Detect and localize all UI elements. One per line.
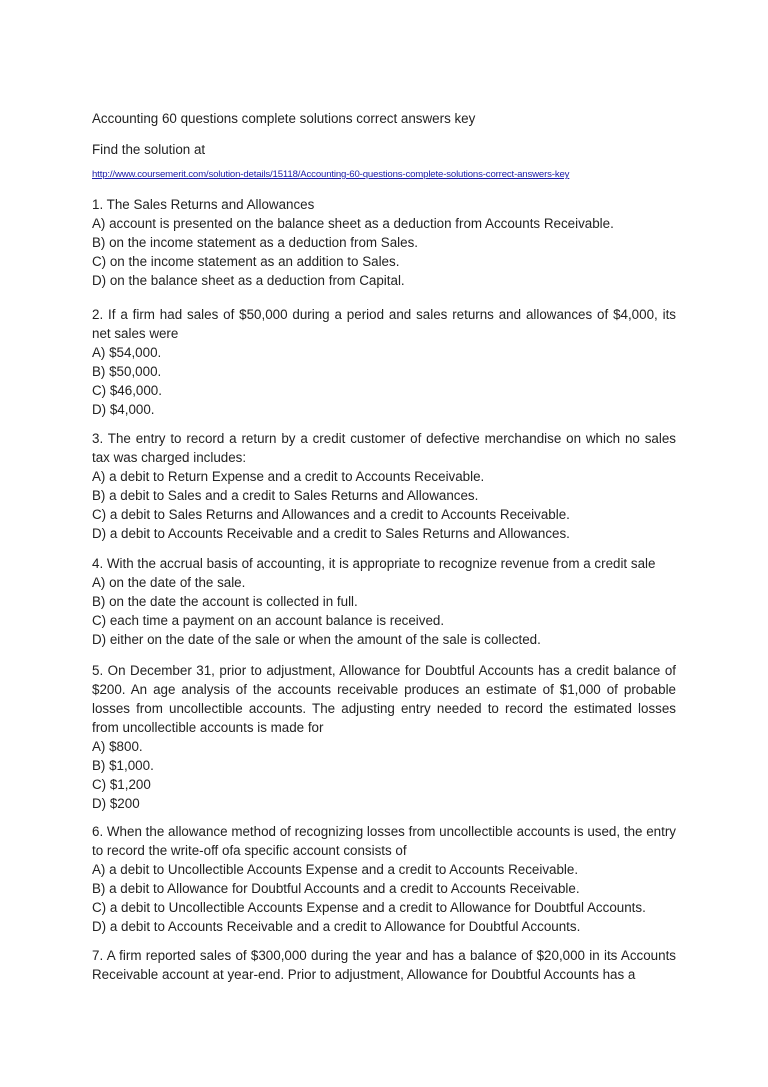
option-b: B) a debit to Sales and a credit to Sales Returns and Allowances. bbox=[92, 488, 479, 503]
question-stem: 5. On December 31, prior to adjustment, Allowance for Doubtful Accounts has a credit balance of $200. An age analysis of the accounts receivable produces an estimate of $1,000 of probable losses from uncollectible accounts. The adjusting entry needed to record the estimated losses from uncollectible accounts is made for bbox=[92, 663, 676, 735]
option-a: A) on the date of the sale. bbox=[92, 575, 246, 590]
option-d: D) $200 bbox=[92, 796, 140, 811]
question-4 bbox=[92, 554, 676, 649]
option-c: C) $1,200 bbox=[92, 777, 151, 792]
question-stem: 4. With the accrual basis of accounting, it is appropriate to recognize revenue from a credit sale bbox=[92, 556, 656, 571]
option-d: D) $4,000. bbox=[92, 402, 155, 417]
document-title: Accounting 60 questions complete solutions correct answers key bbox=[92, 111, 476, 126]
option-b: B) $50,000. bbox=[92, 364, 162, 379]
question-stem: 7. A firm reported sales of $300,000 during the year and has a balance of $20,000 in its Accounts Receivable account at year-end. Prior to adjustment, Allowance for Doubtful Accounts has a bbox=[92, 948, 676, 982]
option-a: A) $54,000. bbox=[92, 345, 162, 360]
question-stem: 2. If a firm had sales of $50,000 during a period and sales returns and allowances of $4,000, its net sales were bbox=[92, 307, 676, 341]
option-c: C) a debit to Sales Returns and Allowances and a credit to Accounts Receivable. bbox=[92, 507, 570, 522]
question-stem: 6. When the allowance method of recognizing losses from uncollectible accounts is used, the entry to record the write-off ofa specific account consists of bbox=[92, 824, 676, 858]
option-b: B) $1,000. bbox=[92, 758, 154, 773]
option-d: D) a debit to Accounts Receivable and a credit to Sales Returns and Allowances. bbox=[92, 526, 570, 541]
solution-link[interactable]: http://www.coursemerit.com/solution-details/15118/Accounting-60-questions-complete-solutions-correct-answers-key bbox=[92, 169, 570, 180]
option-d: D) either on the date of the sale or when the amount of the sale is collected. bbox=[92, 632, 541, 647]
option-b: B) on the date the account is collected in full. bbox=[92, 594, 358, 609]
question-2 bbox=[92, 305, 676, 419]
question-3 bbox=[92, 429, 676, 543]
option-a: A) $800. bbox=[92, 739, 143, 754]
option-b: B) on the income statement as a deduction from Sales. bbox=[92, 235, 419, 250]
option-c: C) on the income statement as an addition to Sales. bbox=[92, 254, 400, 269]
question-5 bbox=[92, 661, 676, 813]
option-a: A) account is presented on the balance sheet as a deduction from Accounts Receivable. bbox=[92, 216, 614, 231]
option-d: D) a debit to Accounts Receivable and a credit to Allowance for Doubtful Accounts. bbox=[92, 919, 581, 934]
question-stem: 1. The Sales Returns and Allowances bbox=[92, 197, 315, 212]
option-c: C) a debit to Uncollectible Accounts Expense and a credit to Allowance for Doubtful Accounts. bbox=[92, 900, 646, 915]
question-7 bbox=[92, 946, 676, 984]
option-d: D) on the balance sheet as a deduction from Capital. bbox=[92, 273, 405, 288]
question-6 bbox=[92, 822, 676, 936]
find-solution-label: Find the solution at bbox=[92, 142, 206, 157]
option-c: C) each time a payment on an account balance is received. bbox=[92, 613, 445, 628]
option-a: A) a debit to Return Expense and a credit to Accounts Receivable. bbox=[92, 469, 485, 484]
question-1 bbox=[92, 195, 676, 290]
option-a: A) a debit to Uncollectible Accounts Expense and a credit to Accounts Receivable. bbox=[92, 862, 579, 877]
question-stem: 3. The entry to record a return by a credit customer of defective merchandise on which no sales tax was charged includes: bbox=[92, 431, 676, 465]
option-c: C) $46,000. bbox=[92, 383, 162, 398]
option-b: B) a debit to Allowance for Doubtful Accounts and a credit to Accounts Receivable. bbox=[92, 881, 580, 896]
